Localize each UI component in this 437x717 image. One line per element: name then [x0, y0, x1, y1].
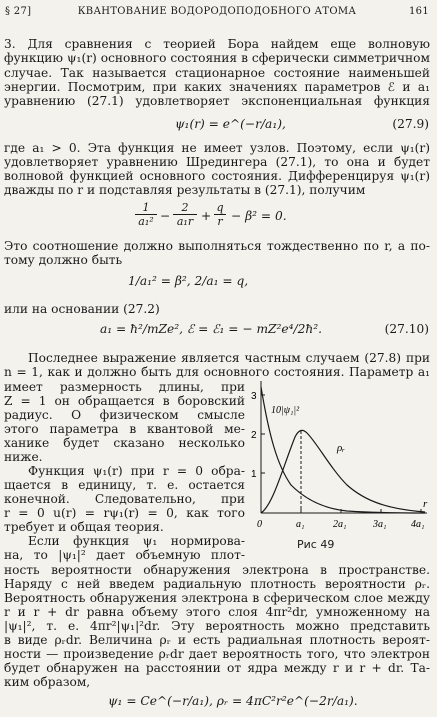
- text-line: |ψ₁|², т. е. 4πr²|ψ₁|²dr. Эту вероятность можно представить: [4, 619, 430, 633]
- text-line: ность вероятности обнаружения электрона в пространстве.: [4, 563, 430, 577]
- frac-numerator: q: [216, 201, 224, 214]
- text-line: ниже.: [4, 450, 43, 464]
- figure-49-plot: [247, 377, 433, 537]
- text-line: 3. Для сравнения с теорией Бора найдем еще волновую: [4, 37, 430, 51]
- text-line: в виде ρᵣdr. Величина ρᵣ и есть радиальная плотность вероят-: [4, 633, 430, 647]
- text-line: Наряду с ней введем радиальную плотность вероятности ρᵣ.: [4, 577, 430, 591]
- equation-number: (27.9): [392, 117, 429, 131]
- text-line: на, то |ψ₁|² дает объемную плот-: [4, 548, 245, 562]
- text-line: Вероятность обнаружения электрона в сферическом слое между: [4, 591, 430, 605]
- text-line: или на основании (27.2): [4, 302, 160, 316]
- section-marker: § 27]: [5, 6, 32, 17]
- frac-denominator: a₁r: [173, 214, 197, 228]
- curve-label-rho: ρᵣ: [337, 442, 345, 454]
- x-tick-label: 4a₁: [411, 519, 425, 530]
- x-axis-label: r: [423, 498, 428, 510]
- x-tick-label: a₁: [296, 519, 305, 530]
- text-line: волновой функцией основного состояния. Дифференцируя ψ₁(r): [4, 169, 430, 183]
- x-tick-label: 3a₁: [373, 519, 387, 530]
- x-tick-label: 2a₁: [333, 519, 347, 530]
- text-line: дважды по r и подставляя результаты в (27.1), получим: [4, 183, 366, 197]
- text-line: имеет размерность длины, при: [4, 380, 245, 394]
- text-line: этого параметра в квантовой ме-: [4, 422, 245, 436]
- text-line: где a₁ > 0. Эта функция не имеет узлов. Поэтому, если ψ₁(r): [4, 141, 430, 155]
- text-line: функцию ψ₁(r) основного состояния в сферически симметричном: [4, 51, 430, 65]
- frac-denominator: r: [214, 214, 226, 228]
- equation-tail: − β² = 0.: [231, 209, 287, 223]
- equation-identity: 1/a₁² = β², 2/a₁ = q,: [128, 274, 249, 288]
- text-line: уравнению (27.1) удовлетворяет экспоненциальная функция: [4, 94, 430, 108]
- y-tick-label: 3: [251, 391, 257, 402]
- text-line: Если функция ψ₁ нормирова-: [28, 534, 245, 548]
- text-line: требует и общая теория.: [4, 520, 164, 534]
- text-line: ханике будет сказано несколько: [4, 436, 245, 450]
- frac-denominator: a₁²: [135, 214, 157, 228]
- figure-49: [247, 377, 433, 553]
- equation-number: (27.10): [384, 322, 429, 336]
- text-line: Функция ψ₁(r) при r = 0 обра-: [28, 464, 245, 478]
- text-line: Z = 1 он обращается в боровский: [4, 394, 245, 408]
- x-tick-label: 0: [257, 519, 262, 530]
- curve-label-psi: 10|ψ₁|²: [271, 405, 300, 416]
- equation-final: ψ₁ = Ce^(−r/a₁), ρᵣ = 4πC²r²e^(−2r/a₁).: [108, 694, 358, 708]
- text-line: n = 1, как и должно быть для основного состояния. Параметр a₁: [4, 365, 430, 379]
- equation-27-10: a₁ = ħ²/mZe², ℰ = ℰ₁ = − mZ²e⁴/2ħ².: [100, 322, 322, 336]
- page-header: [5, 6, 429, 20]
- running-title: КВАНТОВАНИЕ ВОДОРОДОПОДОБНОГО АТОМА: [77, 6, 357, 17]
- text-line: тому должно быть: [4, 253, 123, 267]
- text-line: щается в единицу, т. е. остается: [4, 478, 245, 492]
- text-line: радиус. О физическом смысле: [4, 408, 245, 422]
- text-line: будет обнаружен на расстоянии от ядра между r и r + dr. Та-: [4, 661, 430, 675]
- equation-27-9: ψ₁(r) = e^(−r/a₁),: [175, 117, 286, 131]
- text-line: r = 0 u(r) = rψ₁(r) = 0, как того: [4, 506, 245, 520]
- figure-caption: Рис 49: [297, 538, 335, 551]
- text-line: удовлетворяет уравнению Шредингера (27.1), то она и будет: [4, 155, 430, 169]
- text-line: ким образом,: [4, 675, 91, 689]
- text-line: случае. Так называется стационарное состояние наименьшей: [4, 66, 430, 80]
- frac-numerator: 2: [181, 201, 189, 214]
- text-line: Это соотношение должно выполняться тождественно по r, а по-: [4, 239, 430, 253]
- y-tick-label: 2: [251, 430, 257, 441]
- text-line: энергии. Посмотрим, при каких значениях параметров ℰ и a₁: [4, 80, 430, 94]
- page-number: 161: [409, 6, 429, 17]
- frac-numerator: 1: [142, 201, 150, 214]
- y-tick-label: 1: [251, 469, 257, 480]
- text-line: Последнее выражение является частным случаем (27.8) при: [28, 351, 430, 365]
- text-line: ности — произведение ρᵣdr дает вероятность того, что электрон: [4, 647, 430, 661]
- text-line: конечной. Следовательно, при: [4, 492, 245, 506]
- text-line: r и r + dr равна объему этого слоя 4πr²dr, умноженному на: [4, 605, 430, 619]
